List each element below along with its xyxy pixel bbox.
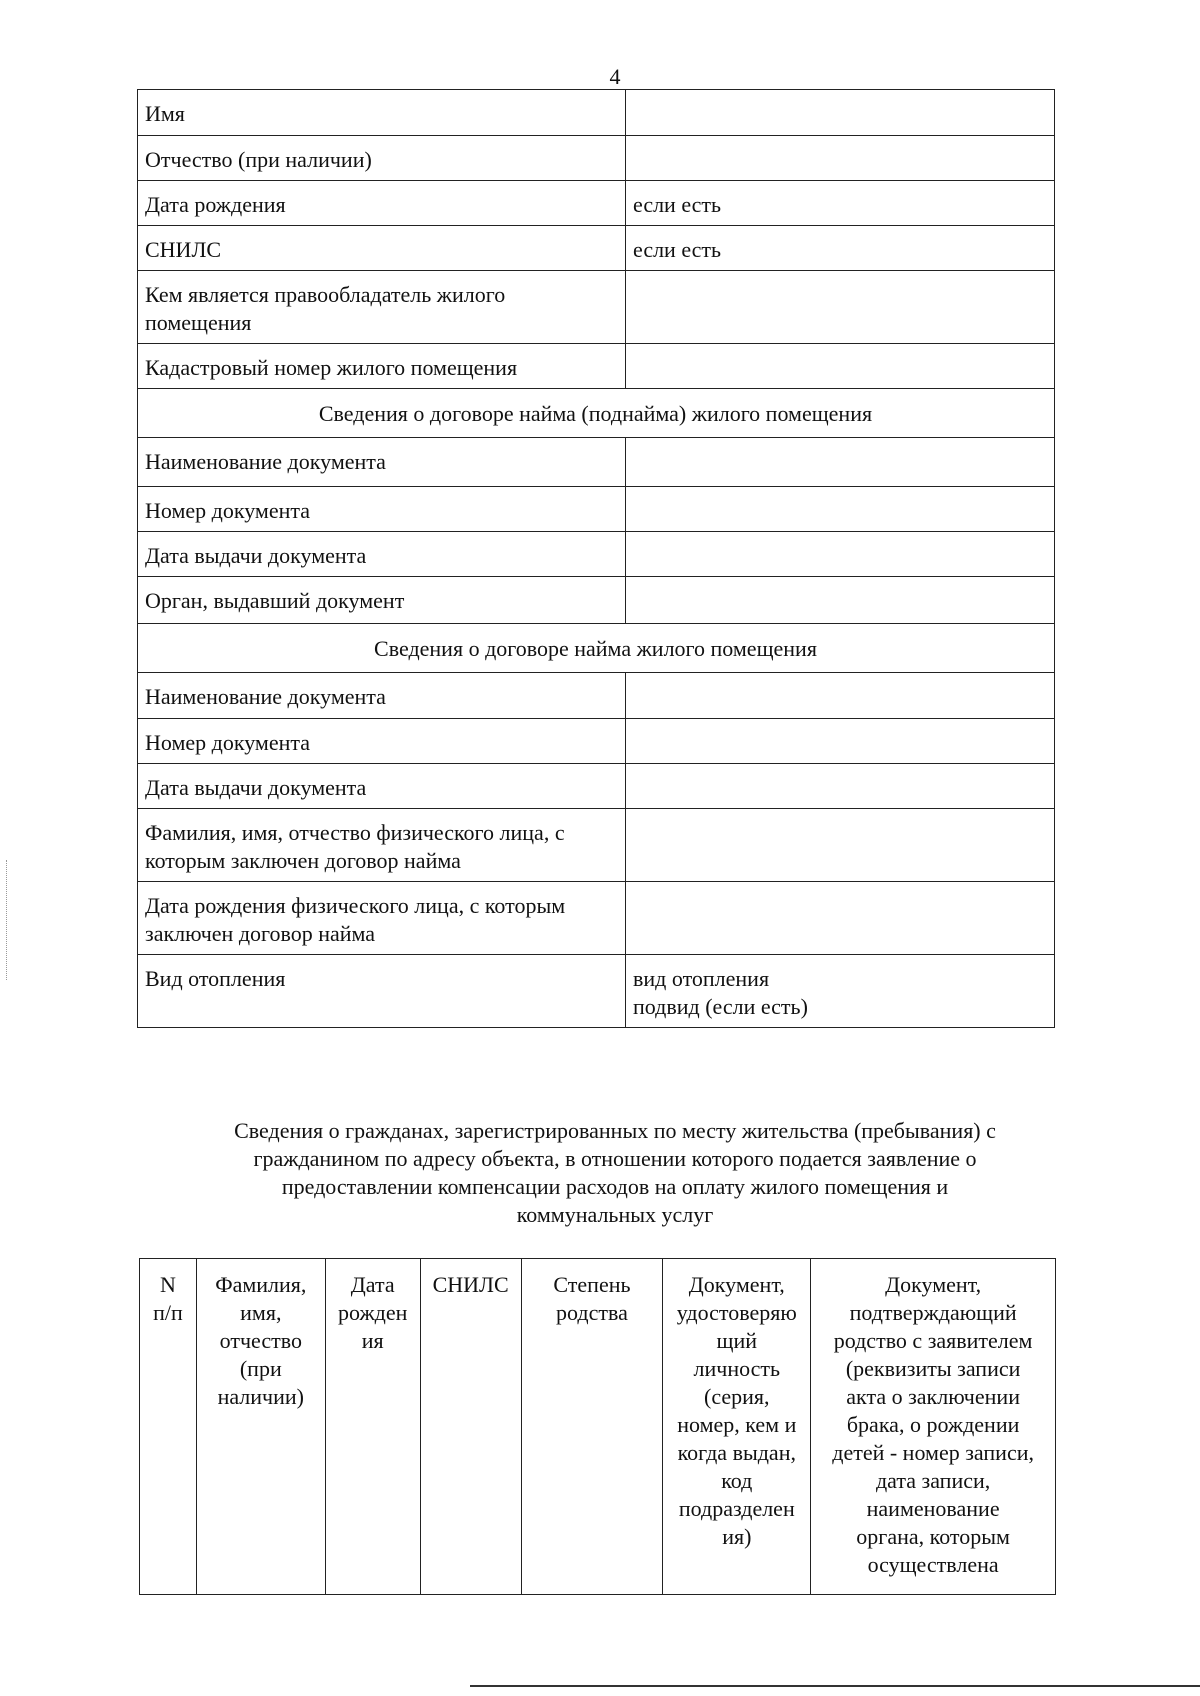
field-value: если есть (626, 226, 1055, 271)
form-row (138, 882, 1055, 955)
section-title: Сведения о договоре найма жилого помещения (138, 624, 1055, 673)
field-value (626, 136, 1055, 181)
scan-margin-marks (6, 860, 8, 980)
form-row (138, 719, 1055, 764)
field-label: Кем является правообладатель жилого помещения (138, 271, 626, 344)
form-row (138, 438, 1055, 487)
field-value: если есть (626, 181, 1055, 226)
field-value (626, 809, 1055, 882)
field-label: Дата выдачи документа (138, 532, 626, 577)
field-label: Дата рождения физического лица, с которым заключен договор найма (138, 882, 626, 955)
column-header: СНИЛС (420, 1259, 521, 1595)
field-label: Наименование документа (138, 438, 626, 487)
column-header: Документ, подтверждающий родство с заявителем (реквизиты записи акта о заключении брака, о рождении детей - номер записи, дата записи, наименование органа, которым осуществлена (811, 1259, 1056, 1595)
form-row (138, 344, 1055, 389)
field-label: Имя (138, 90, 626, 136)
field-value (626, 577, 1055, 624)
residents-section-heading: Сведения о гражданах, зарегистрированных по месту жительства (пребывания) с гражданином по адресу объекта, в отношении которого подается заявление о предоставлении компенсации расходов на оплату жилого помещения и коммунальных услуг (234, 1118, 996, 1227)
field-label: Отчество (при наличии) (138, 136, 626, 181)
field-value (626, 764, 1055, 809)
section-title: Сведения о договоре найма (поднайма) жилого помещения (138, 389, 1055, 438)
field-value (626, 438, 1055, 487)
residents-header-row (140, 1259, 1056, 1595)
column-header: N п/п (140, 1259, 197, 1595)
field-value (626, 271, 1055, 344)
form-row (138, 532, 1055, 577)
field-value (626, 90, 1055, 136)
section-header-row (138, 389, 1055, 438)
form-row (138, 136, 1055, 181)
form-row (138, 226, 1055, 271)
section-header-row (138, 624, 1055, 673)
field-value (626, 344, 1055, 389)
field-label: Номер документа (138, 719, 626, 764)
field-value (626, 532, 1055, 577)
registered-residents-table (139, 1258, 1056, 1595)
column-header: Степень родства (521, 1259, 663, 1595)
field-label: Наименование документа (138, 673, 626, 719)
form-row (138, 577, 1055, 624)
field-label: Номер документа (138, 487, 626, 532)
column-header: Фамилия, имя, отчество (при наличии) (196, 1259, 325, 1595)
field-label: Орган, выдавший документ (138, 577, 626, 624)
field-label: Кадастровый номер жилого помещения (138, 344, 626, 389)
page-number: 4 (609, 64, 621, 89)
field-label: Дата выдачи документа (138, 764, 626, 809)
form-row (138, 90, 1055, 136)
form-row (138, 271, 1055, 344)
field-label: Вид отопления (138, 955, 626, 1028)
bottom-rule (470, 1685, 1200, 1687)
field-label: Дата рождения (138, 181, 626, 226)
column-header: Дата рожден ия (325, 1259, 420, 1595)
field-value (626, 487, 1055, 532)
field-value (626, 719, 1055, 764)
field-label: СНИЛС (138, 226, 626, 271)
form-row (138, 181, 1055, 226)
field-label: Фамилия, имя, отчество физического лица, с которым заключен договор найма (138, 809, 626, 882)
field-value (626, 882, 1055, 955)
applicant-info-table (137, 89, 1055, 1028)
field-value: вид отопления подвид (если есть) (626, 955, 1055, 1028)
column-header: Документ, удостоверяю щий личность (серия, номер, кем и когда выдан, код подразделен ия) (663, 1259, 811, 1595)
form-row (138, 764, 1055, 809)
form-row (138, 487, 1055, 532)
form-row (138, 673, 1055, 719)
form-row (138, 809, 1055, 882)
field-value (626, 673, 1055, 719)
form-row (138, 955, 1055, 1028)
